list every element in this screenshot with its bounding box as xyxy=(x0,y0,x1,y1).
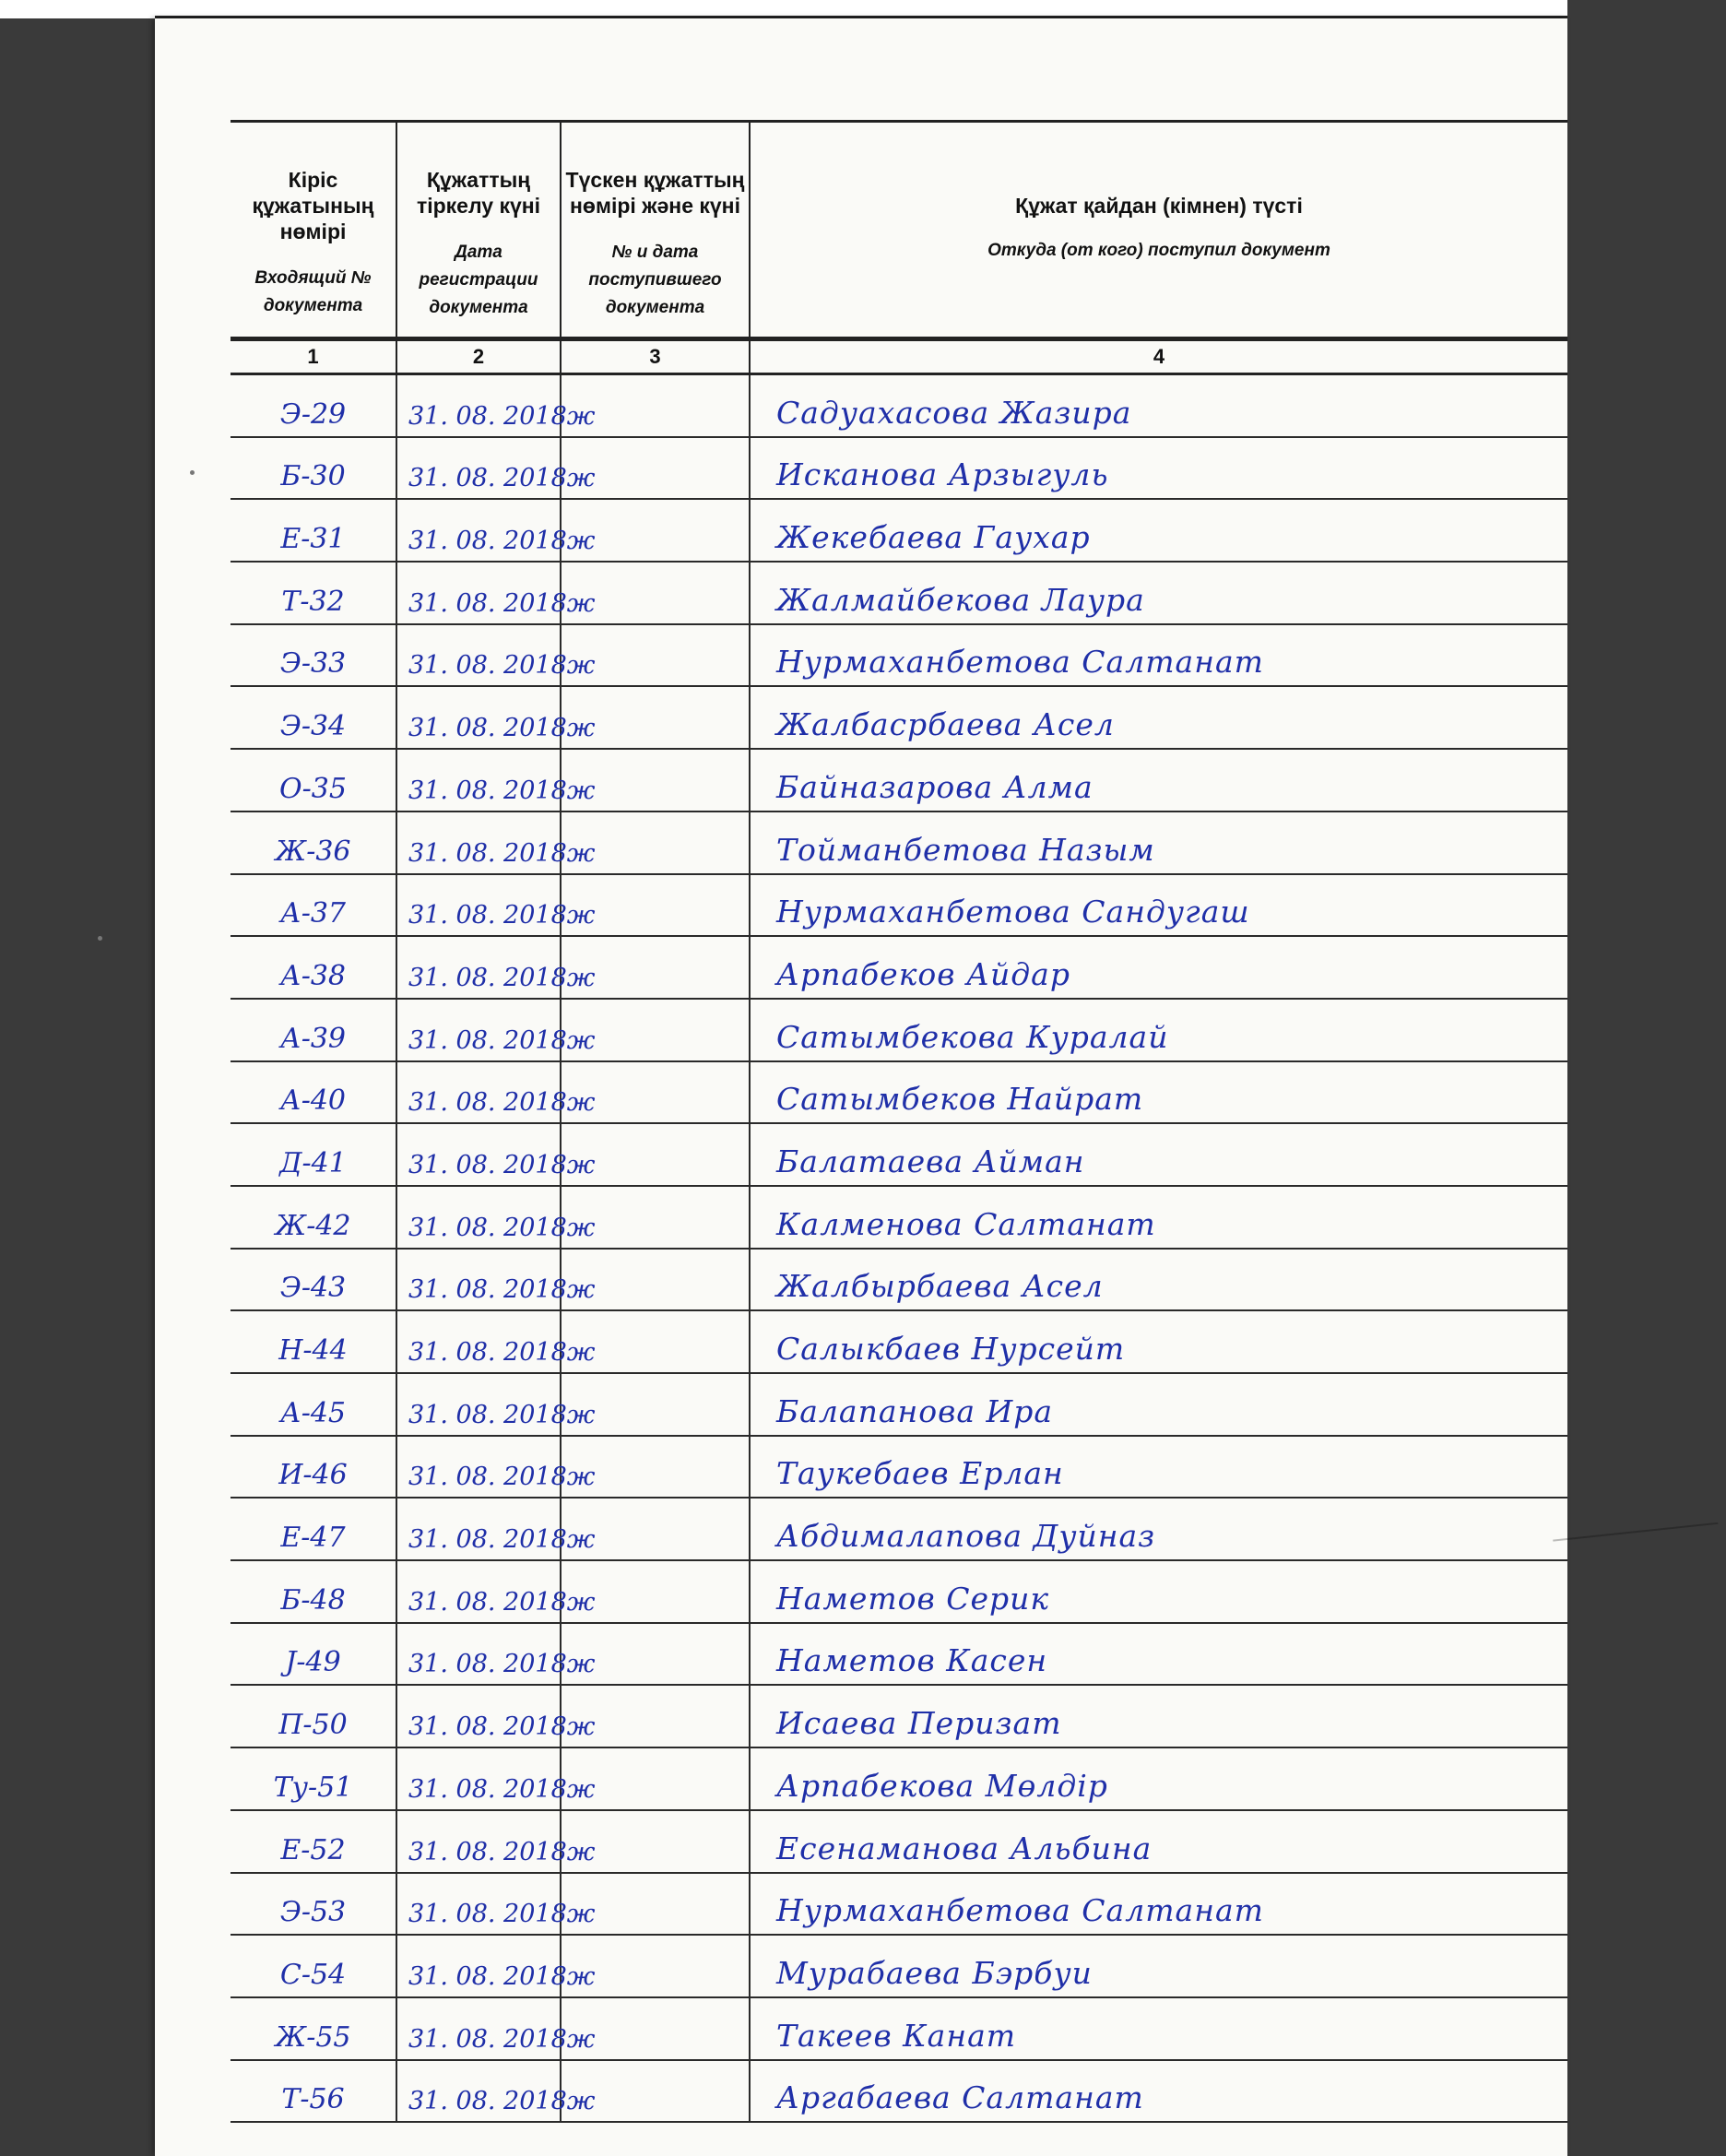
incoming-number-cell: Ту-51 xyxy=(231,1747,396,1810)
registration-date-cell: 31. 08. 2018ж xyxy=(396,1498,561,1560)
sender-cell: Аргабаева Салтанат xyxy=(750,2060,1567,2123)
sender-cell: Наметов Серик xyxy=(750,1560,1567,1623)
scan-speck xyxy=(98,936,102,941)
registration-table-wrapper xyxy=(231,120,1567,2123)
registration-date-cell: 31. 08. 2018ж xyxy=(396,1997,561,2060)
sender-cell: Мурабаева Бэрбуи xyxy=(750,1935,1567,1997)
registration-date-cell: 31. 08. 2018ж xyxy=(396,749,561,811)
sender-cell: Наметов Касен xyxy=(750,1623,1567,1686)
scan-top-edge xyxy=(0,0,1567,18)
column-number-row xyxy=(231,339,1567,374)
table-row xyxy=(231,686,1567,749)
table-row xyxy=(231,1249,1567,1311)
header-ru-label: № и дата поступившего документа xyxy=(588,243,722,317)
table-row xyxy=(231,1623,1567,1686)
sender-cell: Балатаева Айман xyxy=(750,1123,1567,1186)
table-row xyxy=(231,1436,1567,1499)
page-fold-mark xyxy=(1553,1522,1726,1615)
table-row xyxy=(231,1747,1567,1810)
incoming-number-cell: Э-33 xyxy=(231,624,396,687)
header-sender xyxy=(750,122,1567,339)
table-row xyxy=(231,1935,1567,1997)
incoming-number-cell: Е-52 xyxy=(231,1810,396,1873)
registration-date-cell: 31. 08. 2018ж xyxy=(396,1186,561,1249)
sender-cell: Жалбырбаева Асел xyxy=(750,1249,1567,1311)
table-row xyxy=(231,999,1567,1061)
sender-cell: Арпабеков Айдар xyxy=(750,936,1567,999)
incoming-number-cell: О-35 xyxy=(231,749,396,811)
incoming-number-cell: Т-32 xyxy=(231,562,396,624)
table-row xyxy=(231,2060,1567,2123)
column-number: 1 xyxy=(231,339,396,374)
registration-date-cell: 31. 08. 2018ж xyxy=(396,1373,561,1436)
incoming-number-cell: А-40 xyxy=(231,1061,396,1124)
incoming-number-cell: Ј-49 xyxy=(231,1623,396,1686)
sender-cell: Садуахасова Жазира xyxy=(750,374,1567,437)
incoming-number-cell: Э-34 xyxy=(231,686,396,749)
table-row xyxy=(231,1498,1567,1560)
registration-date-cell: 31. 08. 2018ж xyxy=(396,499,561,562)
registration-date-cell: 31. 08. 2018ж xyxy=(396,686,561,749)
column-number: 2 xyxy=(396,339,561,374)
incoming-number-cell: А-38 xyxy=(231,936,396,999)
incoming-number-cell: Э-29 xyxy=(231,374,396,437)
header-ru-label: Входящий № документа xyxy=(254,268,372,315)
sender-cell: Нурмаханбетова Салтанат xyxy=(750,624,1567,687)
column-number: 3 xyxy=(561,339,750,374)
registration-date-cell: 31. 08. 2018ж xyxy=(396,1249,561,1311)
table-row xyxy=(231,1123,1567,1186)
registration-date-cell: 31. 08. 2018ж xyxy=(396,936,561,999)
incoming-number-cell: Н-44 xyxy=(231,1310,396,1373)
sender-cell: Есенаманова Альбина xyxy=(750,1810,1567,1873)
scan-speck xyxy=(190,470,195,475)
registration-date-cell: 31. 08. 2018ж xyxy=(396,374,561,437)
table-row xyxy=(231,1310,1567,1373)
header-received-doc-number-date xyxy=(561,122,750,339)
sender-cell: Тойманбетова Назым xyxy=(750,811,1567,874)
table-row xyxy=(231,811,1567,874)
registration-date-cell: 31. 08. 2018ж xyxy=(396,1685,561,1747)
sender-cell: Калменова Салтанат xyxy=(750,1186,1567,1249)
sender-cell: Байназарова Алма xyxy=(750,749,1567,811)
sender-cell: Сатымбекова Куралай xyxy=(750,999,1567,1061)
table-row xyxy=(231,1810,1567,1873)
table-body xyxy=(231,374,1567,2123)
registration-date-cell: 31. 08. 2018ж xyxy=(396,1436,561,1499)
registration-date-cell: 31. 08. 2018ж xyxy=(396,437,561,500)
incoming-number-cell: Д-41 xyxy=(231,1123,396,1186)
sender-cell: Салыкбаев Нурсейт xyxy=(750,1310,1567,1373)
registration-date-cell: 31. 08. 2018ж xyxy=(396,1623,561,1686)
incoming-number-cell: А-39 xyxy=(231,999,396,1061)
header-ru-label: Откуда (от кого) поступил документ xyxy=(987,241,1330,260)
registration-date-cell: 31. 08. 2018ж xyxy=(396,874,561,937)
header-ru-label: Дата регистрации документа xyxy=(419,243,538,317)
incoming-number-cell: Ж-42 xyxy=(231,1186,396,1249)
sender-cell: Исканова Арзыгуль xyxy=(750,437,1567,500)
registration-date-cell: 31. 08. 2018ж xyxy=(396,1123,561,1186)
table-row xyxy=(231,1186,1567,1249)
sender-cell: Исаева Перизат xyxy=(750,1685,1567,1747)
registration-date-cell: 31. 08. 2018ж xyxy=(396,1747,561,1810)
header-kz-label: Түскен құжаттың нөмірі және күні xyxy=(565,168,745,218)
incoming-number-cell: Б-48 xyxy=(231,1560,396,1623)
table-row xyxy=(231,1873,1567,1936)
table-row xyxy=(231,499,1567,562)
sender-cell: Балапанова Ира xyxy=(750,1373,1567,1436)
incoming-number-cell: Ж-36 xyxy=(231,811,396,874)
sender-cell: Абдималапова Дуйназ xyxy=(750,1498,1567,1560)
table-row xyxy=(231,1997,1567,2060)
table-row xyxy=(231,874,1567,937)
table-row xyxy=(231,374,1567,437)
header-incoming-number xyxy=(231,122,396,339)
registration-date-cell: 31. 08. 2018ж xyxy=(396,1310,561,1373)
incoming-number-cell: И-46 xyxy=(231,1436,396,1499)
registration-date-cell: 31. 08. 2018ж xyxy=(396,2060,561,2123)
sender-cell: Таукебаев Ерлан xyxy=(750,1436,1567,1499)
registration-date-cell: 31. 08. 2018ж xyxy=(396,811,561,874)
registration-table xyxy=(231,120,1567,2123)
registration-date-cell: 31. 08. 2018ж xyxy=(396,562,561,624)
sender-cell: Жалмайбекова Лаура xyxy=(750,562,1567,624)
table-row xyxy=(231,936,1567,999)
incoming-number-cell: Т-56 xyxy=(231,2060,396,2123)
registration-date-cell: 31. 08. 2018ж xyxy=(396,624,561,687)
incoming-number-cell: Е-31 xyxy=(231,499,396,562)
registration-date-cell: 31. 08. 2018ж xyxy=(396,1935,561,1997)
incoming-number-cell: С-54 xyxy=(231,1935,396,1997)
table-row xyxy=(231,624,1567,687)
column-number: 4 xyxy=(750,339,1567,374)
sender-cell: Жалбасрбаева Асел xyxy=(750,686,1567,749)
registration-date-cell: 31. 08. 2018ж xyxy=(396,1560,561,1623)
header-kz-label: Кіріс құжатының нөмірі xyxy=(252,168,374,243)
table-row xyxy=(231,562,1567,624)
incoming-number-cell: Б-30 xyxy=(231,437,396,500)
header-kz-label: Құжаттың тіркелу күні xyxy=(416,168,541,218)
table-row xyxy=(231,1373,1567,1436)
sender-cell: Такеев Канат xyxy=(750,1997,1567,2060)
registration-date-cell: 31. 08. 2018ж xyxy=(396,999,561,1061)
sender-cell: Нурмаханбетова Салтанат xyxy=(750,1873,1567,1936)
sender-cell: Жекебаева Гаухар xyxy=(750,499,1567,562)
incoming-number-cell: П-50 xyxy=(231,1685,396,1747)
sender-cell: Нурмаханбетова Сандугаш xyxy=(750,874,1567,937)
incoming-number-cell: Э-53 xyxy=(231,1873,396,1936)
table-row xyxy=(231,749,1567,811)
incoming-number-cell: Ж-55 xyxy=(231,1997,396,2060)
header-kz-label: Құжат қайдан (кімнен) түсті xyxy=(1015,194,1303,218)
header-registration-date xyxy=(396,122,561,339)
incoming-number-cell: Э-43 xyxy=(231,1249,396,1311)
registration-date-cell: 31. 08. 2018ж xyxy=(396,1061,561,1124)
incoming-number-cell: А-45 xyxy=(231,1373,396,1436)
registration-date-cell: 31. 08. 2018ж xyxy=(396,1810,561,1873)
table-row xyxy=(231,437,1567,500)
registration-date-cell: 31. 08. 2018ж xyxy=(396,1873,561,1936)
table-row xyxy=(231,1061,1567,1124)
incoming-number-cell: А-37 xyxy=(231,874,396,937)
journal-page xyxy=(155,18,1567,2156)
table-row xyxy=(231,1560,1567,1623)
sender-cell: Сатымбеков Найрат xyxy=(750,1061,1567,1124)
sender-cell: Арпабекова Мөлдір xyxy=(750,1747,1567,1810)
header-row xyxy=(231,122,1567,339)
table-row xyxy=(231,1685,1567,1747)
incoming-number-cell: Е-47 xyxy=(231,1498,396,1560)
